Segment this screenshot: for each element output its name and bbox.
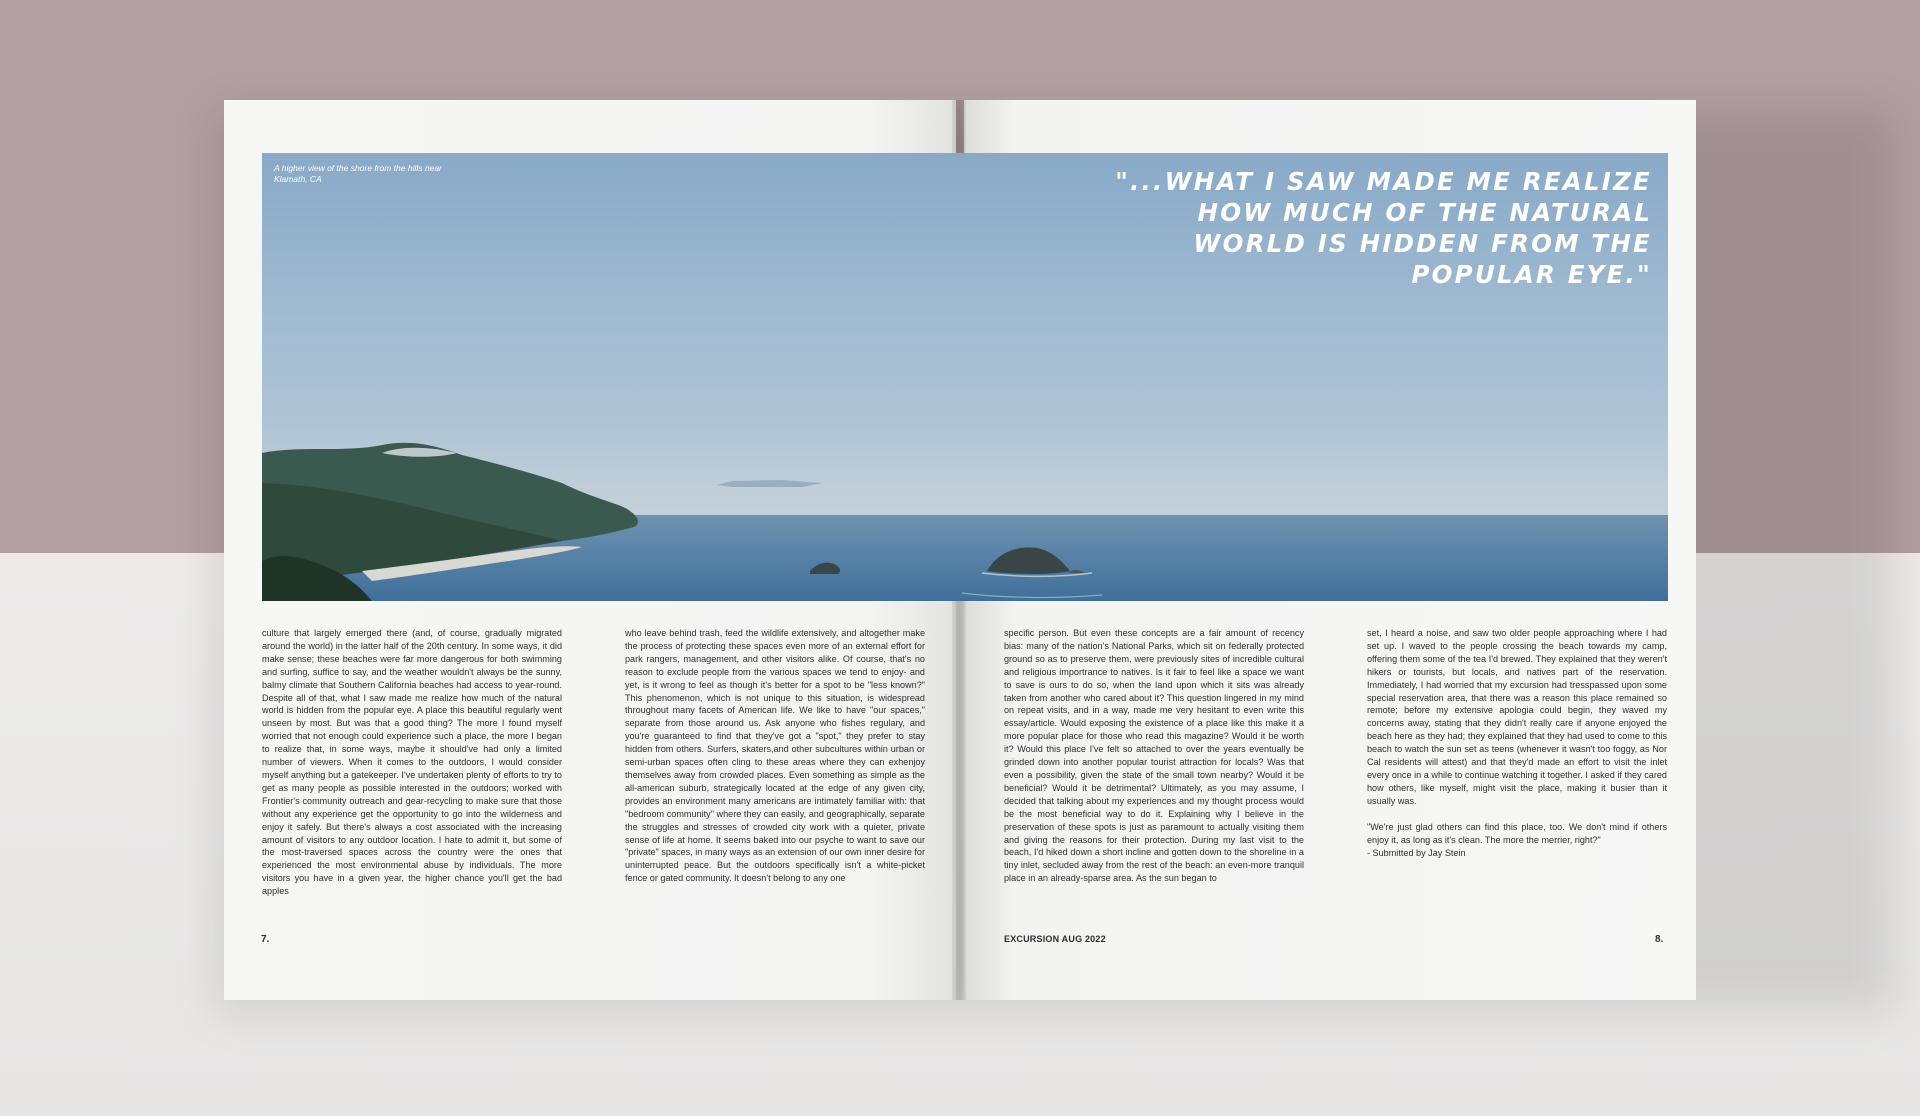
article-column-3 xyxy=(1004,627,1304,885)
pull-quote: "...WHAT I SAW MADE ME REALIZE HOW MUCH OF THE NATURAL WORLD IS HIDDEN FROM THE POPULAR EYE." xyxy=(1115,167,1652,289)
article-paragraph: who leave behind trash, feed the wildlife extensively, and altogether make the process of protecting these spaces even more of an external effort for park rangers, management, and other visitors alike. Of course, that's no reason to exclude people from the various spaces we tend to enjoy- and yet, is it wrong to feel as though it's better for a spot to be "less known?" This phenomenon, which is not unique to this situation, is widespread throughout many facets of American life. We like to have "our spaces," separate from those around us. Ask anyone who fishes regulary, and you're guaranteed to find that they've got a "spot," they prefer to stay hidden from others. Surfers, skaters,and other subcultures within urban or semi-urban spaces often cling to these areas where they can exhenjoy themselves away from crowded places. Even something as simple as the all-american suburb, strategically located at the edge of any given city, provides an environment many americans are intimately familiar with: that "bedroom community" where they can easily, and geographically, separate the struggles and stresses of crowded city work with a quieter, private sense of life at home. It seems baked into our psyche to want to save our "private" spaces, in many ways as an extension of our own inner desire for uninterrupted peace. But the outdoors specifically isn't a white-picket fence or gated community. It doesn't belong to any one xyxy=(625,628,925,884)
author-credit: - Submitted by Jay Stein xyxy=(1367,847,1466,858)
page-number-right: 8. xyxy=(1655,934,1664,945)
article-paragraph: set, I heard a noise, and saw two older people approaching where I had set up. I waved to the people crossing the beach towards my camp, offering them some of the tea I'd brewed. They explained that they weren't hikers or tourists, but locals, and natives part of the reservation. Immediately, I had worried that my excursion had tresspassed upon some special reservation area, that there was a reason this place remained so remote; before my extensive apologia could begin, they waved my concerns away, stating that they didn't really care if anyone enjoyed the beach here as they had; they explained that they had used to come to this beach to watch the sun set as teens (whenever it wasn't too foggy, as Nor Cal residents will attest) and that they'd made an effort to visit the inlet every once in a while to continue watching it together. I asked if they cared how others, like myself, might visit the place, making it busier than it usually was. xyxy=(1367,628,1667,806)
page-number-left: 7. xyxy=(261,934,270,945)
photo-caption: A higher view of the shore from the hills near Klamath, CA xyxy=(274,163,442,184)
article-column-4 xyxy=(1367,627,1667,859)
closing-quote: "We're just glad others can find this place, too. We don't mind if others enjoy it, as long as it's clean. The more the merrier, right?" xyxy=(1367,821,1667,845)
article-column-2 xyxy=(625,627,925,885)
article-paragraph: specific person. But even these concepts are a fair amount of recency bias: many of the nation's National Parks, which sit on federally protected ground so as to preserve them, were previously sites of incredible cultural and religious importrance to natives. Is it fair to feel like a space we want to save is ours to do so, when the land upon which it sits was already taken from another who cared about it? This question lingered in my mind on repeat visits, and in a way, made me very hesitant to even write this essay/article. Would exposing the existence of a place like this make it a more popular place for those who read this magazine? Would it be worth it? Would this place I've felt so attached to over the years eventually be grinded down into another popular tourist attraction for locals? Was that even a possibility, given the state of the small town nearby? Would it be beneficial? Would it be detrimental? Ultimately, as you may assume, I decided that talking about my experiences and my thought process would be the most beneficial way to do it. Explaining why I believe in the preservation of these spots is just as paramount to actually visiting them and giving the reasons for their protection. During my last visit to the beach, I'd hiked down a short incline and gotten down to the shoreline in a tiny inlet, secluded away from the rest of the beach: an even-more tranquil place in an already-sparse area. As the sun began to xyxy=(1004,628,1304,884)
article-paragraph: culture that largely emerged there (and, of course, gradually migrated around the world) in the latter half of the 20th century. In some ways, it did make sense; these beaches were far more dangerous for both swimming and surfing, suffice to say, and the weather wouldn't always be the sunny, balmy climate that Southern California beaches had access to year-round. Despite all of that, what I saw made me realize how much of the natural world is hidden from the popular eye. A place this beautiful regularly went unseen by most. But was that a good thing? The more I found myself worried that not enough could experience such a place, the more I began to realize that, in some ways, maybe it should've had only a limited number of viewers. When it comes to the outdoors, I would consider myself anything but a gatekeeper. I've undertaken plenty of efforts to try to get as many people as possible interested in the outdoors; worked with Frontier's community outreach and gear-recycling to make sure that those without any experience get the opportunity to go into the wilderness and enjoy it safely. But there's always a cost associated with the increasing amount of visitors to any outdoor location. I hate to admit it, but some of the most-traversed spaces across the country were the ones that experienced the most environmental abuse by individuals. The more visitors you have in a given year, the higher chance you'll get the bad apples xyxy=(262,628,562,897)
issue-label: EXCURSION AUG 2022 xyxy=(1004,934,1106,944)
article-column-1 xyxy=(262,627,562,898)
